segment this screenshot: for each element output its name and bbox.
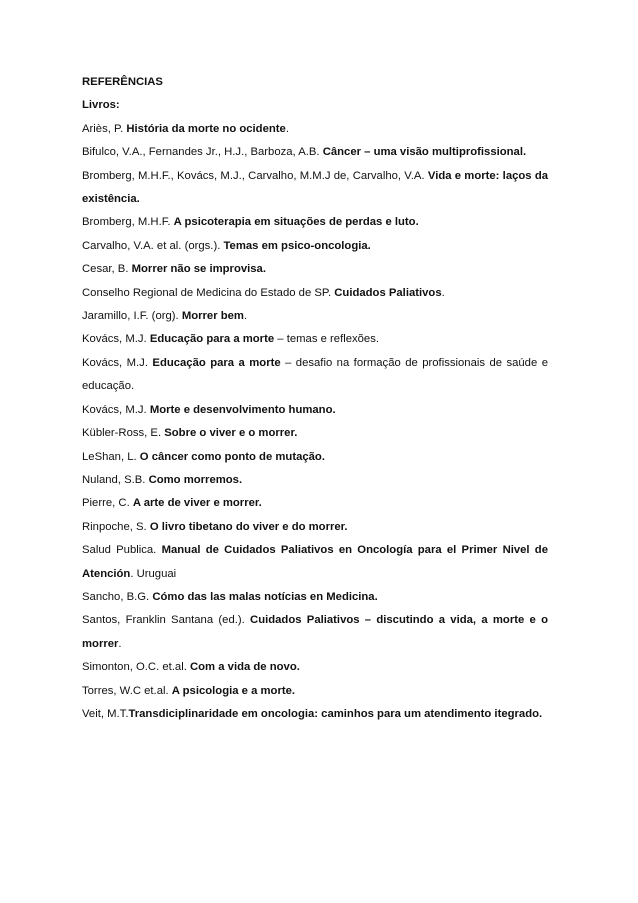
reference-item: Bifulco, V.A., Fernandes Jr., H.J., Barboza, A.B. Câncer – uma visão multiprofissional. — [82, 146, 527, 159]
reference-item: Kovács, M.J. Educação para a morte – desafio na formação de profissionais de saúde e educação. — [82, 356, 548, 393]
reference-item: Kovács, M.J. Educação para a morte – temas e reflexões. — [82, 333, 380, 346]
reference-item: Salud Publica. Manual de Cuidados Paliativos en Oncología para el Primer Nivel de Atención. Uruguai — [82, 544, 548, 580]
reference-item: Conselho Regional de Medicina do Estado de SP. Cuidados Paliativos. — [82, 286, 445, 299]
section-heading: REFERÊNCIAS — [82, 76, 163, 88]
books-subheading: Livros: — [82, 99, 120, 112]
reference-item: Simonton, O.C. et.al. Com a vida de novo. — [82, 661, 300, 674]
reference-item: LeShan, L. O câncer como ponto de mutação. — [82, 450, 325, 463]
reference-item: Ariès, P. História da morte no ocidente. — [82, 122, 289, 135]
reference-item: Cesar, B. Morrer não se improvisa. — [82, 263, 266, 276]
reference-item: Kovács, M.J. Morte e desenvolvimento humano. — [82, 403, 336, 416]
reference-item: Torres, W.C et.al. A psicologia e a morte. — [82, 684, 296, 697]
reference-item: Santos, Franklin Santana (ed.). Cuidados Paliativos – discutindo a vida, a morte e o morrer. — [82, 614, 548, 650]
reference-item: Rinpoche, S. O livro tibetano do viver e do morrer. — [82, 520, 348, 533]
reference-item: Bromberg, M.H.F., Kovács, M.J., Carvalho, M.M.J de, Carvalho, V.A. Vida e morte: laços da existência. — [82, 169, 549, 206]
reference-item: Pierre, C. A arte de viver e morrer. — [82, 497, 262, 510]
reference-item: Carvalho, V.A. et al. (orgs.). Temas em psico-oncologia. — [82, 239, 371, 252]
reference-item: Sancho, B.G. Cómo das las malas notícias en Medicina. — [82, 590, 378, 603]
reference-item: Nuland, S.B. Como morremos. — [82, 473, 243, 486]
reference-item: Kübler-Ross, E. Sobre o viver e o morrer. — [82, 427, 298, 440]
reference-item: Jaramillo, I.F. (org). Morrer bem. — [82, 310, 248, 323]
references-section — [82, 71, 548, 726]
reference-item: Veit, M.T.Transdiciplinaridade em oncologia: caminhos para um atendimento itegrado. — [82, 707, 543, 720]
reference-item: Bromberg, M.H.F. A psicoterapia em situações de perdas e luto. — [82, 216, 419, 229]
